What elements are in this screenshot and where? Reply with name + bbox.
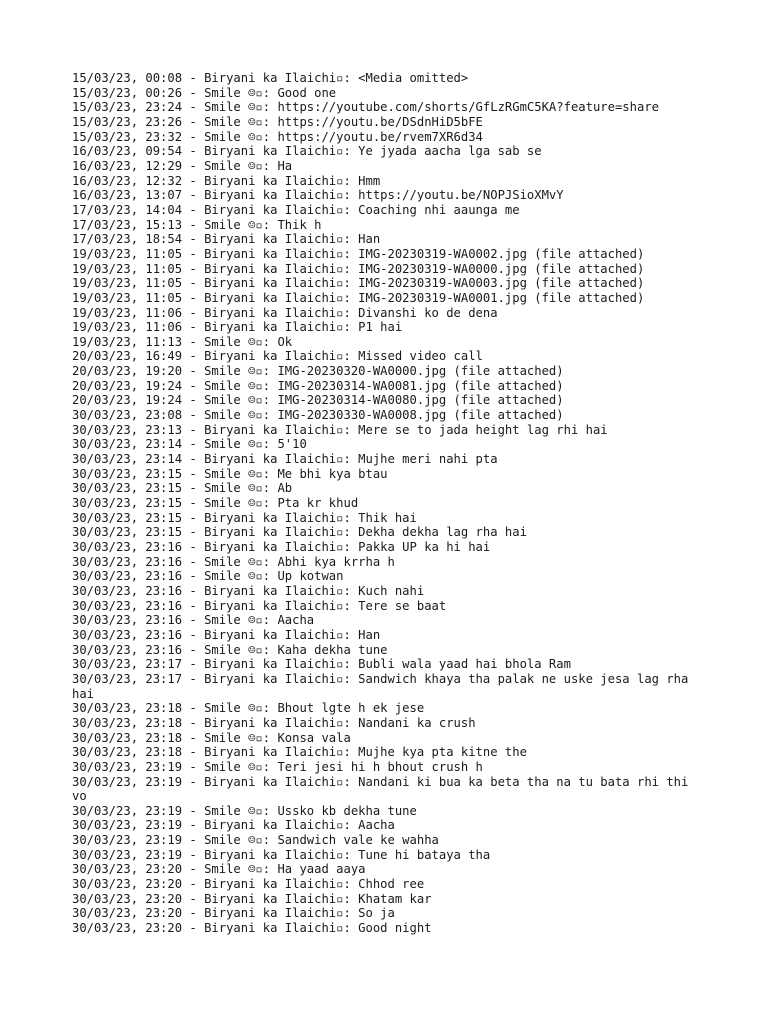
chat-message-line: 30/03/23, 23:19 - Smile ☺▫: Ussko kb dekha tune (72, 803, 417, 818)
chat-message-line: 30/03/23, 23:19 - Biryani ka Ilaichi▫: Tune hi bataya tha (72, 847, 491, 862)
chat-message-line: 16/03/23, 12:32 - Biryani ka Ilaichi▫: Hmm (72, 173, 381, 188)
chat-message-line: 30/03/23, 23:19 - Smile ☺▫: Sandwich vale ke wahha (72, 833, 439, 848)
chat-message-line: 30/03/23, 23:15 - Smile ☺▫: Pta kr khud (72, 496, 359, 511)
chat-message-line: 15/03/23, 00:08 - Biryani ka Ilaichi▫: <Media omitted> (72, 71, 469, 85)
chat-message-line: 20/03/23, 19:24 - Smile ☺▫: IMG-20230314-WA0080.jpg (file attached) (72, 393, 564, 408)
chat-message-line: 30/03/23, 23:16 - Biryani ka Ilaichi▫: Tere se baat (72, 598, 447, 613)
chat-message-line: 19/03/23, 11:06 - Biryani ka Ilaichi▫: Divanshi ko de dena (72, 305, 498, 320)
chat-log (72, 71, 696, 936)
chat-message-line: 17/03/23, 14:04 - Biryani ka Ilaichi▫: Coaching nhi aaunga me (72, 202, 520, 217)
chat-message-line: 30/03/23, 23:16 - Biryani ka Ilaichi▫: Kuch nahi (72, 583, 425, 598)
chat-message-line: 30/03/23, 23:15 - Biryani ka Ilaichi▫: Dekha dekha lag rha hai (72, 525, 527, 540)
chat-message-line: 30/03/23, 23:16 - Smile ☺▫: Up kotwan (72, 569, 344, 584)
chat-message-line: 30/03/23, 23:14 - Smile ☺▫: 5'10 (72, 437, 307, 452)
chat-message-line: 30/03/23, 23:20 - Smile ☺▫: Ha yaad aaya (72, 862, 366, 877)
chat-message-line: 19/03/23, 11:05 - Biryani ka Ilaichi▫: IMG-20230319-WA0002.jpg (file attached) (72, 246, 645, 261)
chat-message-line: 30/03/23, 23:20 - Biryani ka Ilaichi▫: Chhod ree (72, 877, 425, 892)
chat-message-line: 16/03/23, 12:29 - Smile ☺▫: Ha (72, 158, 293, 173)
chat-message-line: 19/03/23, 11:05 - Biryani ka Ilaichi▫: IMG-20230319-WA0000.jpg (file attached) (72, 261, 645, 276)
chat-message-line: 30/03/23, 23:16 - Smile ☺▫: Abhi kya krrha h (72, 554, 395, 569)
chat-message-line: 19/03/23, 11:05 - Biryani ka Ilaichi▫: IMG-20230319-WA0001.jpg (file attached) (72, 290, 645, 305)
chat-message-line: 30/03/23, 23:15 - Biryani ka Ilaichi▫: Thik hai (72, 510, 417, 525)
chat-message-line: 16/03/23, 09:54 - Biryani ka Ilaichi▫: Ye jyada aacha lga sab se (72, 144, 542, 159)
chat-message-line: 30/03/23, 23:18 - Smile ☺▫: Konsa vala (72, 730, 351, 745)
chat-message-line: 16/03/23, 13:07 - Biryani ka Ilaichi▫: https://youtu.be/NOPJSioXMvY (72, 188, 564, 203)
chat-message-line: 19/03/23, 11:05 - Biryani ka Ilaichi▫: IMG-20230319-WA0003.jpg (file attached) (72, 276, 645, 291)
chat-message-line: 30/03/23, 23:20 - Biryani ka Ilaichi▫: So ja (72, 906, 395, 921)
chat-message-line: 30/03/23, 23:13 - Biryani ka Ilaichi▫: Mere se to jada height lag rhi hai (72, 422, 608, 437)
chat-message-line: 30/03/23, 23:16 - Biryani ka Ilaichi▫: Han (72, 627, 381, 642)
chat-message-line: 30/03/23, 23:16 - Biryani ka Ilaichi▫: Pakka UP ka hi hai (72, 540, 491, 554)
chat-message-line: 15/03/23, 23:32 - Smile ☺▫: https://youtu.be/rvem7XR6d34 (72, 129, 483, 144)
chat-message-line: 30/03/23, 23:18 - Biryani ka Ilaichi▫: Mujhe kya pta kitne the (72, 745, 527, 760)
chat-message-line: 30/03/23, 23:16 - Smile ☺▫: Aacha (72, 613, 315, 628)
chat-message-line: 30/03/23, 23:17 - Biryani ka Ilaichi▫: Bubli wala yaad hai bhola Ram (72, 657, 571, 672)
chat-message-line: 30/03/23, 23:17 - Biryani ka Ilaichi▫: Sandwich khaya tha palak ne uske jesa lag rha hai (72, 671, 696, 701)
chat-message-line: 17/03/23, 15:13 - Smile ☺▫: Thik h (72, 217, 322, 232)
chat-message-line: 30/03/23, 23:18 - Biryani ka Ilaichi▫: Nandani ka crush (72, 715, 476, 730)
chat-export-page (72, 71, 696, 936)
chat-message-line: 20/03/23, 19:20 - Smile ☺▫: IMG-20230320-WA0000.jpg (file attached) (72, 364, 564, 379)
chat-message-line: 30/03/23, 23:08 - Smile ☺▫: IMG-20230330-WA0008.jpg (file attached) (72, 408, 564, 423)
chat-message-line: 30/03/23, 23:19 - Smile ☺▫: Teri jesi hi h bhout crush h (72, 759, 483, 774)
chat-message-line: 30/03/23, 23:19 - Biryani ka Ilaichi▫: Nandani ki bua ka beta tha na tu bata rhi thi vo (72, 774, 696, 804)
chat-message-line: 20/03/23, 19:24 - Smile ☺▫: IMG-20230314-WA0081.jpg (file attached) (72, 378, 564, 393)
chat-message-line: 15/03/23, 23:24 - Smile ☺▫: https://youtube.com/shorts/GfLzRGmC5KA?feature=share (72, 100, 659, 115)
chat-message-line: 30/03/23, 23:15 - Smile ☺▫: Me bhi kya btau (72, 466, 388, 481)
chat-message-line: 15/03/23, 23:26 - Smile ☺▫: https://youtu.be/DSdnHiD5bFE (72, 114, 483, 129)
chat-message-line: 30/03/23, 23:16 - Smile ☺▫: Kaha dekha tune (72, 642, 388, 657)
chat-message-line: 30/03/23, 23:19 - Biryani ka Ilaichi▫: Aacha (72, 818, 395, 833)
chat-message-line: 19/03/23, 11:13 - Smile ☺▫: Ok (72, 334, 293, 349)
chat-message-line: 19/03/23, 11:06 - Biryani ka Ilaichi▫: P1 hai (72, 320, 403, 335)
chat-message-line: 30/03/23, 23:20 - Biryani ka Ilaichi▫: Khatam kar (72, 891, 432, 906)
chat-message-line: 17/03/23, 18:54 - Biryani ka Ilaichi▫: Han (72, 232, 381, 247)
chat-message-line: 30/03/23, 23:20 - Biryani ka Ilaichi▫: Good night (72, 921, 432, 936)
chat-message-line: 30/03/23, 23:14 - Biryani ka Ilaichi▫: Mujhe meri nahi pta (72, 452, 498, 467)
chat-message-line: 20/03/23, 16:49 - Biryani ka Ilaichi▫: Missed video call (72, 349, 483, 364)
chat-message-line: 30/03/23, 23:18 - Smile ☺▫: Bhout lgte h ek jese (72, 701, 425, 716)
chat-message-line: 15/03/23, 00:26 - Smile ☺▫: Good one (72, 85, 337, 100)
chat-message-line: 30/03/23, 23:15 - Smile ☺▫: Ab (72, 481, 293, 496)
